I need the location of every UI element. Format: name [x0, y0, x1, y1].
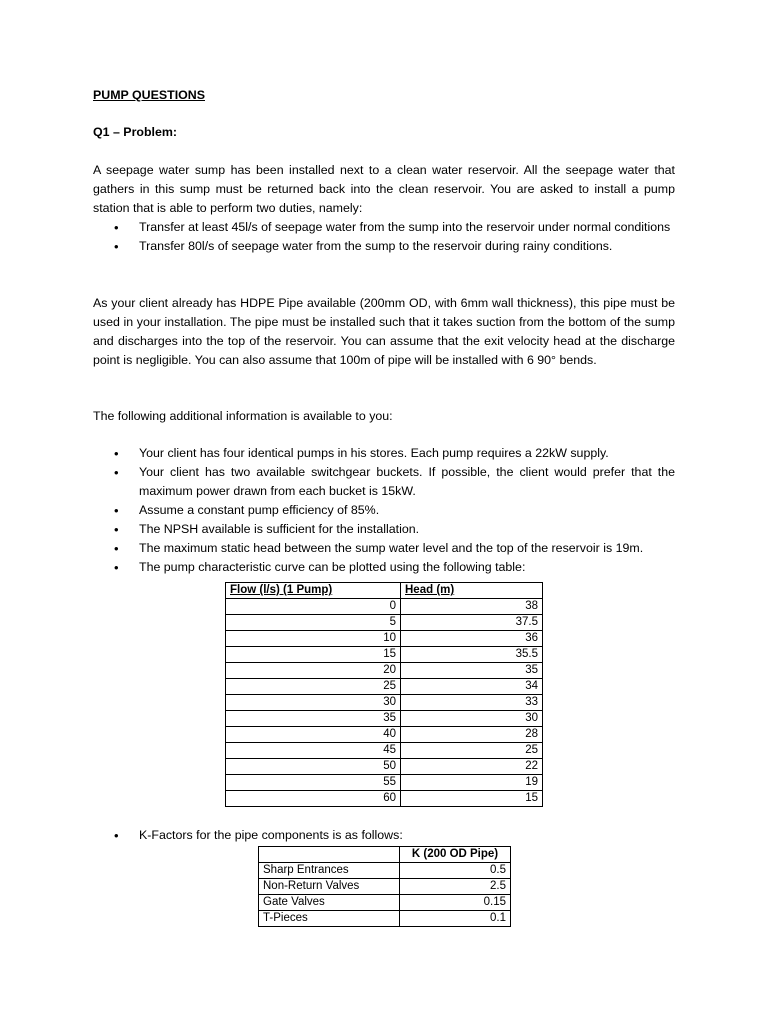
pipe-paragraph: As your client already has HDPE Pipe available (200mm OD, with 6mm wall thickness), this pipe must be used in your installation. The pipe must be installed such that it takes suction from the bottom of the sump and discharges into the top of the reservoir. You can assume that the exit velocity head at the discharge point is negligible. You can also assume that 100m of pipe will be installed with 6 90° bends. [93, 296, 675, 367]
table-row [226, 727, 543, 743]
k-factor-table [258, 846, 511, 927]
bullet-icon: • [114, 522, 119, 537]
k-value-cell: 0.5 [400, 863, 511, 879]
bullet-icon: • [114, 541, 119, 556]
component-cell: Gate Valves [259, 895, 400, 911]
table-header-row [259, 847, 511, 863]
duties-list [93, 218, 675, 256]
flow-cell: 35 [226, 711, 401, 727]
table-row [226, 647, 543, 663]
k-column-header: K (200 OD Pipe) [400, 847, 511, 863]
flow-cell: 45 [226, 743, 401, 759]
table-row [226, 599, 543, 615]
table-row [226, 743, 543, 759]
flow-cell: 0 [226, 599, 401, 615]
flow-cell: 55 [226, 775, 401, 791]
head-cell: 35.5 [401, 647, 543, 663]
table-row [259, 895, 511, 911]
list-item: • Assume a constant pump efficiency of 85%. [114, 503, 380, 518]
bullet-icon: • [114, 465, 119, 480]
bullet-icon: • [114, 446, 119, 461]
flow-cell: 5 [226, 615, 401, 631]
flow-cell: 50 [226, 759, 401, 775]
k-value-cell: 2.5 [400, 879, 511, 895]
info-list [93, 444, 675, 577]
table-row [226, 615, 543, 631]
bullet-icon: • [114, 560, 119, 575]
k-value-cell: 0.1 [400, 911, 511, 927]
table-row [259, 863, 511, 879]
k-factor-list [93, 826, 675, 845]
list-item: • Transfer at least 45l/s of seepage water from the sump into the reservoir under normal conditions [114, 220, 671, 235]
head-cell: 30 [401, 711, 543, 727]
head-cell: 38 [401, 599, 543, 615]
table-row [259, 879, 511, 895]
table-row [259, 911, 511, 927]
table-row [226, 679, 543, 695]
list-item: • K-Factors for the pipe components is as follows: [114, 828, 403, 843]
k-value-cell: 0.15 [400, 895, 511, 911]
list-item: • Transfer 80l/s of seepage water from the sump to the reservoir during rainy conditions. [114, 239, 613, 254]
component-cell: T-Pieces [259, 911, 400, 927]
head-cell: 34 [401, 679, 543, 695]
list-item: • Your client has two available switchgear buckets. If possible, the client would prefer that the maximum power drawn from each bucket is 15kW. [114, 465, 675, 498]
head-cell: 19 [401, 775, 543, 791]
bullet-icon: • [114, 828, 119, 843]
head-cell: 25 [401, 743, 543, 759]
head-cell: 28 [401, 727, 543, 743]
table-row [226, 695, 543, 711]
table-row [226, 759, 543, 775]
head-cell: 35 [401, 663, 543, 679]
flow-cell: 60 [226, 791, 401, 807]
head-column-header: Head (m) [401, 583, 543, 599]
head-cell: 15 [401, 791, 543, 807]
head-cell: 37.5 [401, 615, 543, 631]
page-title: PUMP QUESTIONS [93, 88, 205, 102]
additional-info-intro: The following additional information is available to you: [93, 409, 393, 423]
question-heading: Q1 – Problem: [93, 125, 178, 139]
table-row [226, 711, 543, 727]
component-cell: Sharp Entrances [259, 863, 400, 879]
list-item: • Your client has four identical pumps in his stores. Each pump requires a 22kW supply. [114, 446, 609, 461]
bullet-icon: • [114, 239, 119, 254]
bullet-icon: • [114, 220, 119, 235]
flow-cell: 30 [226, 695, 401, 711]
head-cell: 33 [401, 695, 543, 711]
flow-cell: 10 [226, 631, 401, 647]
list-item: • The maximum static head between the sump water level and the top of the reservoir is 19m. [114, 541, 644, 556]
list-item: • The NPSH available is sufficient for the installation. [114, 522, 420, 537]
bullet-icon: • [114, 503, 119, 518]
component-cell: Non-Return Valves [259, 879, 400, 895]
table-row [226, 775, 543, 791]
table-header-row [226, 583, 543, 599]
head-cell: 22 [401, 759, 543, 775]
pump-curve-table [225, 582, 543, 807]
flow-cell: 25 [226, 679, 401, 695]
table-row [226, 663, 543, 679]
component-column-header [259, 847, 400, 863]
table-row [226, 791, 543, 807]
list-item: • The pump characteristic curve can be plotted using the following table: [114, 560, 526, 575]
flow-cell: 20 [226, 663, 401, 679]
flow-cell: 40 [226, 727, 401, 743]
flow-column-header: Flow (l/s) (1 Pump) [226, 583, 401, 599]
head-cell: 36 [401, 631, 543, 647]
flow-cell: 15 [226, 647, 401, 663]
intro-paragraph: A seepage water sump has been installed next to a clean water reservoir. All the seepage water that gathers in this sump must be returned back into the clean reservoir. You are asked to install a pump station that is able to perform two duties, namely: [93, 163, 675, 215]
table-row [226, 631, 543, 647]
